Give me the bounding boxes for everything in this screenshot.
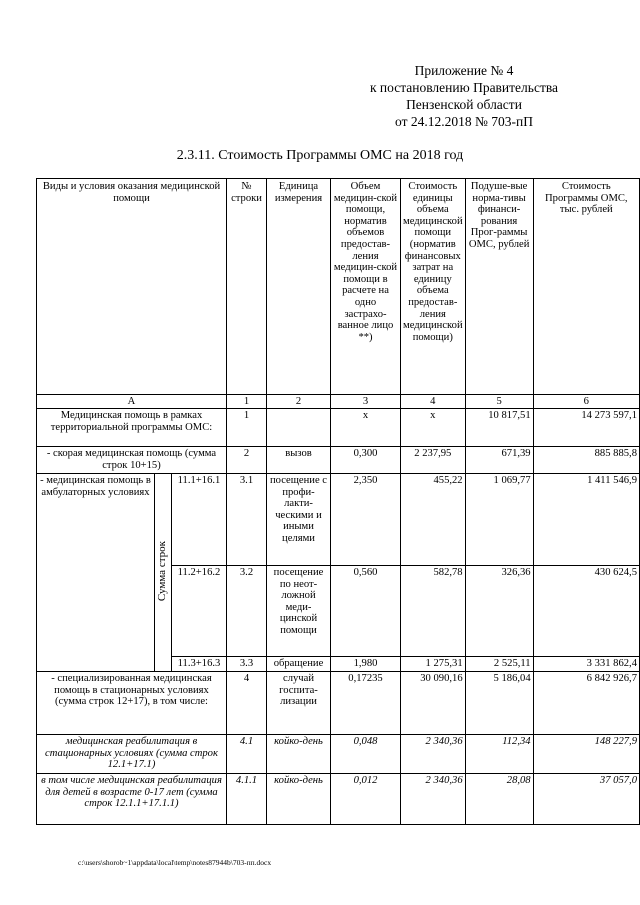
row-unit: посещение по неот-ложной меди-цинской помощи [267,566,331,657]
appendix-header [344,62,584,130]
row-unit: случай госпита-лизации [267,672,331,735]
table-row [37,672,640,735]
row-volume: 0,560 [331,566,401,657]
row-volume: х [331,409,401,447]
header-row [37,179,640,395]
row-per-capita: 28,08 [465,774,533,825]
row-sum: 11.3+16.3 [172,657,227,672]
appendix-ref: к постановлению Правительства [369,80,559,95]
appendix-date: от 24.12.2018 № 703-пП [395,114,533,129]
header-volume: Объем медицин-ской помощи, норматив объемов предостав-ления медицин-ской помощи в расчете на одно застрахо-ванное лицо **) [331,179,401,395]
row-unit: посещение с профи-лакти-ческими и иными целями [267,474,331,566]
header-kinds: Виды и условия оказания медицинской помощи [37,179,227,395]
row-number: 4.1.1 [227,774,267,825]
header-row-number: № строки [227,179,267,395]
appendix-number: Приложение № 4 [414,63,514,78]
appendix-region: Пензенской области [406,97,522,112]
row-unit [267,409,331,447]
numbering-cell: А [37,395,227,409]
header-unit: Единица измерения [267,179,331,395]
header-total-cost: Стоимость Программы ОМС, тыс. рублей [533,179,639,395]
row-total: 430 624,5 [533,566,639,657]
numbering-cell: 5 [465,395,533,409]
row-total: 14 273 597,1 [533,409,639,447]
row-number: 3.2 [227,566,267,657]
row-name: в том числе медицинская реабилитация для детей в возрасте 0-17 лет (сумма строк 12.1.1+17.1.1) [37,774,227,825]
row-number: 2 [227,447,267,474]
row-number: 4 [227,672,267,735]
row-per-capita: 2 525,11 [465,657,533,672]
row-unit-cost: 30 090,16 [401,672,466,735]
row-name: - специализированная медицинская помощь в стационарных условиях (сумма строк 12+17), в том числе: [37,672,227,735]
table-row [37,409,640,447]
numbering-cell: 4 [401,395,466,409]
row-volume: 2,350 [331,474,401,566]
page-title: 2.3.11. Стоимость Программы ОМС на 2018 год [176,148,464,163]
row-per-capita: 1 069,77 [465,474,533,566]
row-sum: 11.2+16.2 [172,566,227,657]
row-unit-cost: 2 340,36 [401,735,466,774]
row-sum: 11.1+16.1 [172,474,227,566]
file-path-footer: c:\users\shorob~1\appdata\local\temp\notes87944b\703-пп.docx [78,858,272,867]
row-per-capita: 326,36 [465,566,533,657]
row-per-capita: 5 186,04 [465,672,533,735]
row-volume: 1,980 [331,657,401,672]
row-per-capita: 10 817,51 [465,409,533,447]
ambulatory-name: - медицинская помощь в амбулаторных условиях [37,474,155,672]
row-unit: койко-день [267,774,331,825]
header-per-capita: Подуше-вые норма-тивы финанси-рования Прог-раммы ОМС, рублей [465,179,533,395]
omc-cost-table [36,178,640,825]
row-volume: 0,300 [331,447,401,474]
table-row [37,447,640,474]
row-unit-cost: 455,22 [401,474,466,566]
row-per-capita: 112,34 [465,735,533,774]
row-unit: койко-день [267,735,331,774]
row-name: Медицинская помощь в рамках территориальной программы ОМС: [37,409,227,447]
row-number: 3.1 [227,474,267,566]
row-unit-cost: 2 340,36 [401,774,466,825]
row-total: 148 227,9 [533,735,639,774]
numbering-row [37,395,640,409]
row-per-capita: 671,39 [465,447,533,474]
row-volume: 0,17235 [331,672,401,735]
row-unit: вызов [267,447,331,474]
row-unit-cost: 582,78 [401,566,466,657]
row-unit-cost: 1 275,31 [401,657,466,672]
row-number: 1 [227,409,267,447]
table-row [37,774,640,825]
table-row [37,735,640,774]
row-number: 4.1 [227,735,267,774]
numbering-cell: 2 [267,395,331,409]
row-unit: обращение [267,657,331,672]
row-name: - скорая медицинская помощь (сумма строк 10+15) [37,447,227,474]
table-row [37,474,640,566]
row-volume: 0,048 [331,735,401,774]
row-number: 3.3 [227,657,267,672]
row-unit-cost: 2 237,95 [401,447,466,474]
row-total: 1 411 546,9 [533,474,639,566]
row-total: 3 331 862,4 [533,657,639,672]
sum-rows-label [155,474,172,672]
numbering-cell: 3 [331,395,401,409]
row-total: 37 057,0 [533,774,639,825]
row-total: 6 842 926,7 [533,672,639,735]
sum-rows-text: Сумма строк [156,540,169,601]
row-name: медицинская реабилитация в стационарных условиях (сумма строк 12.1+17.1) [37,735,227,774]
row-volume: 0,012 [331,774,401,825]
header-unit-cost: Стоимость единицы объема медицинской помощи (норматив финансовых затрат на единицу объема предостав-ления медицинской помощи) [401,179,466,395]
numbering-cell: 1 [227,395,267,409]
row-unit-cost: х [401,409,466,447]
row-total: 885 885,8 [533,447,639,474]
numbering-cell: 6 [533,395,639,409]
